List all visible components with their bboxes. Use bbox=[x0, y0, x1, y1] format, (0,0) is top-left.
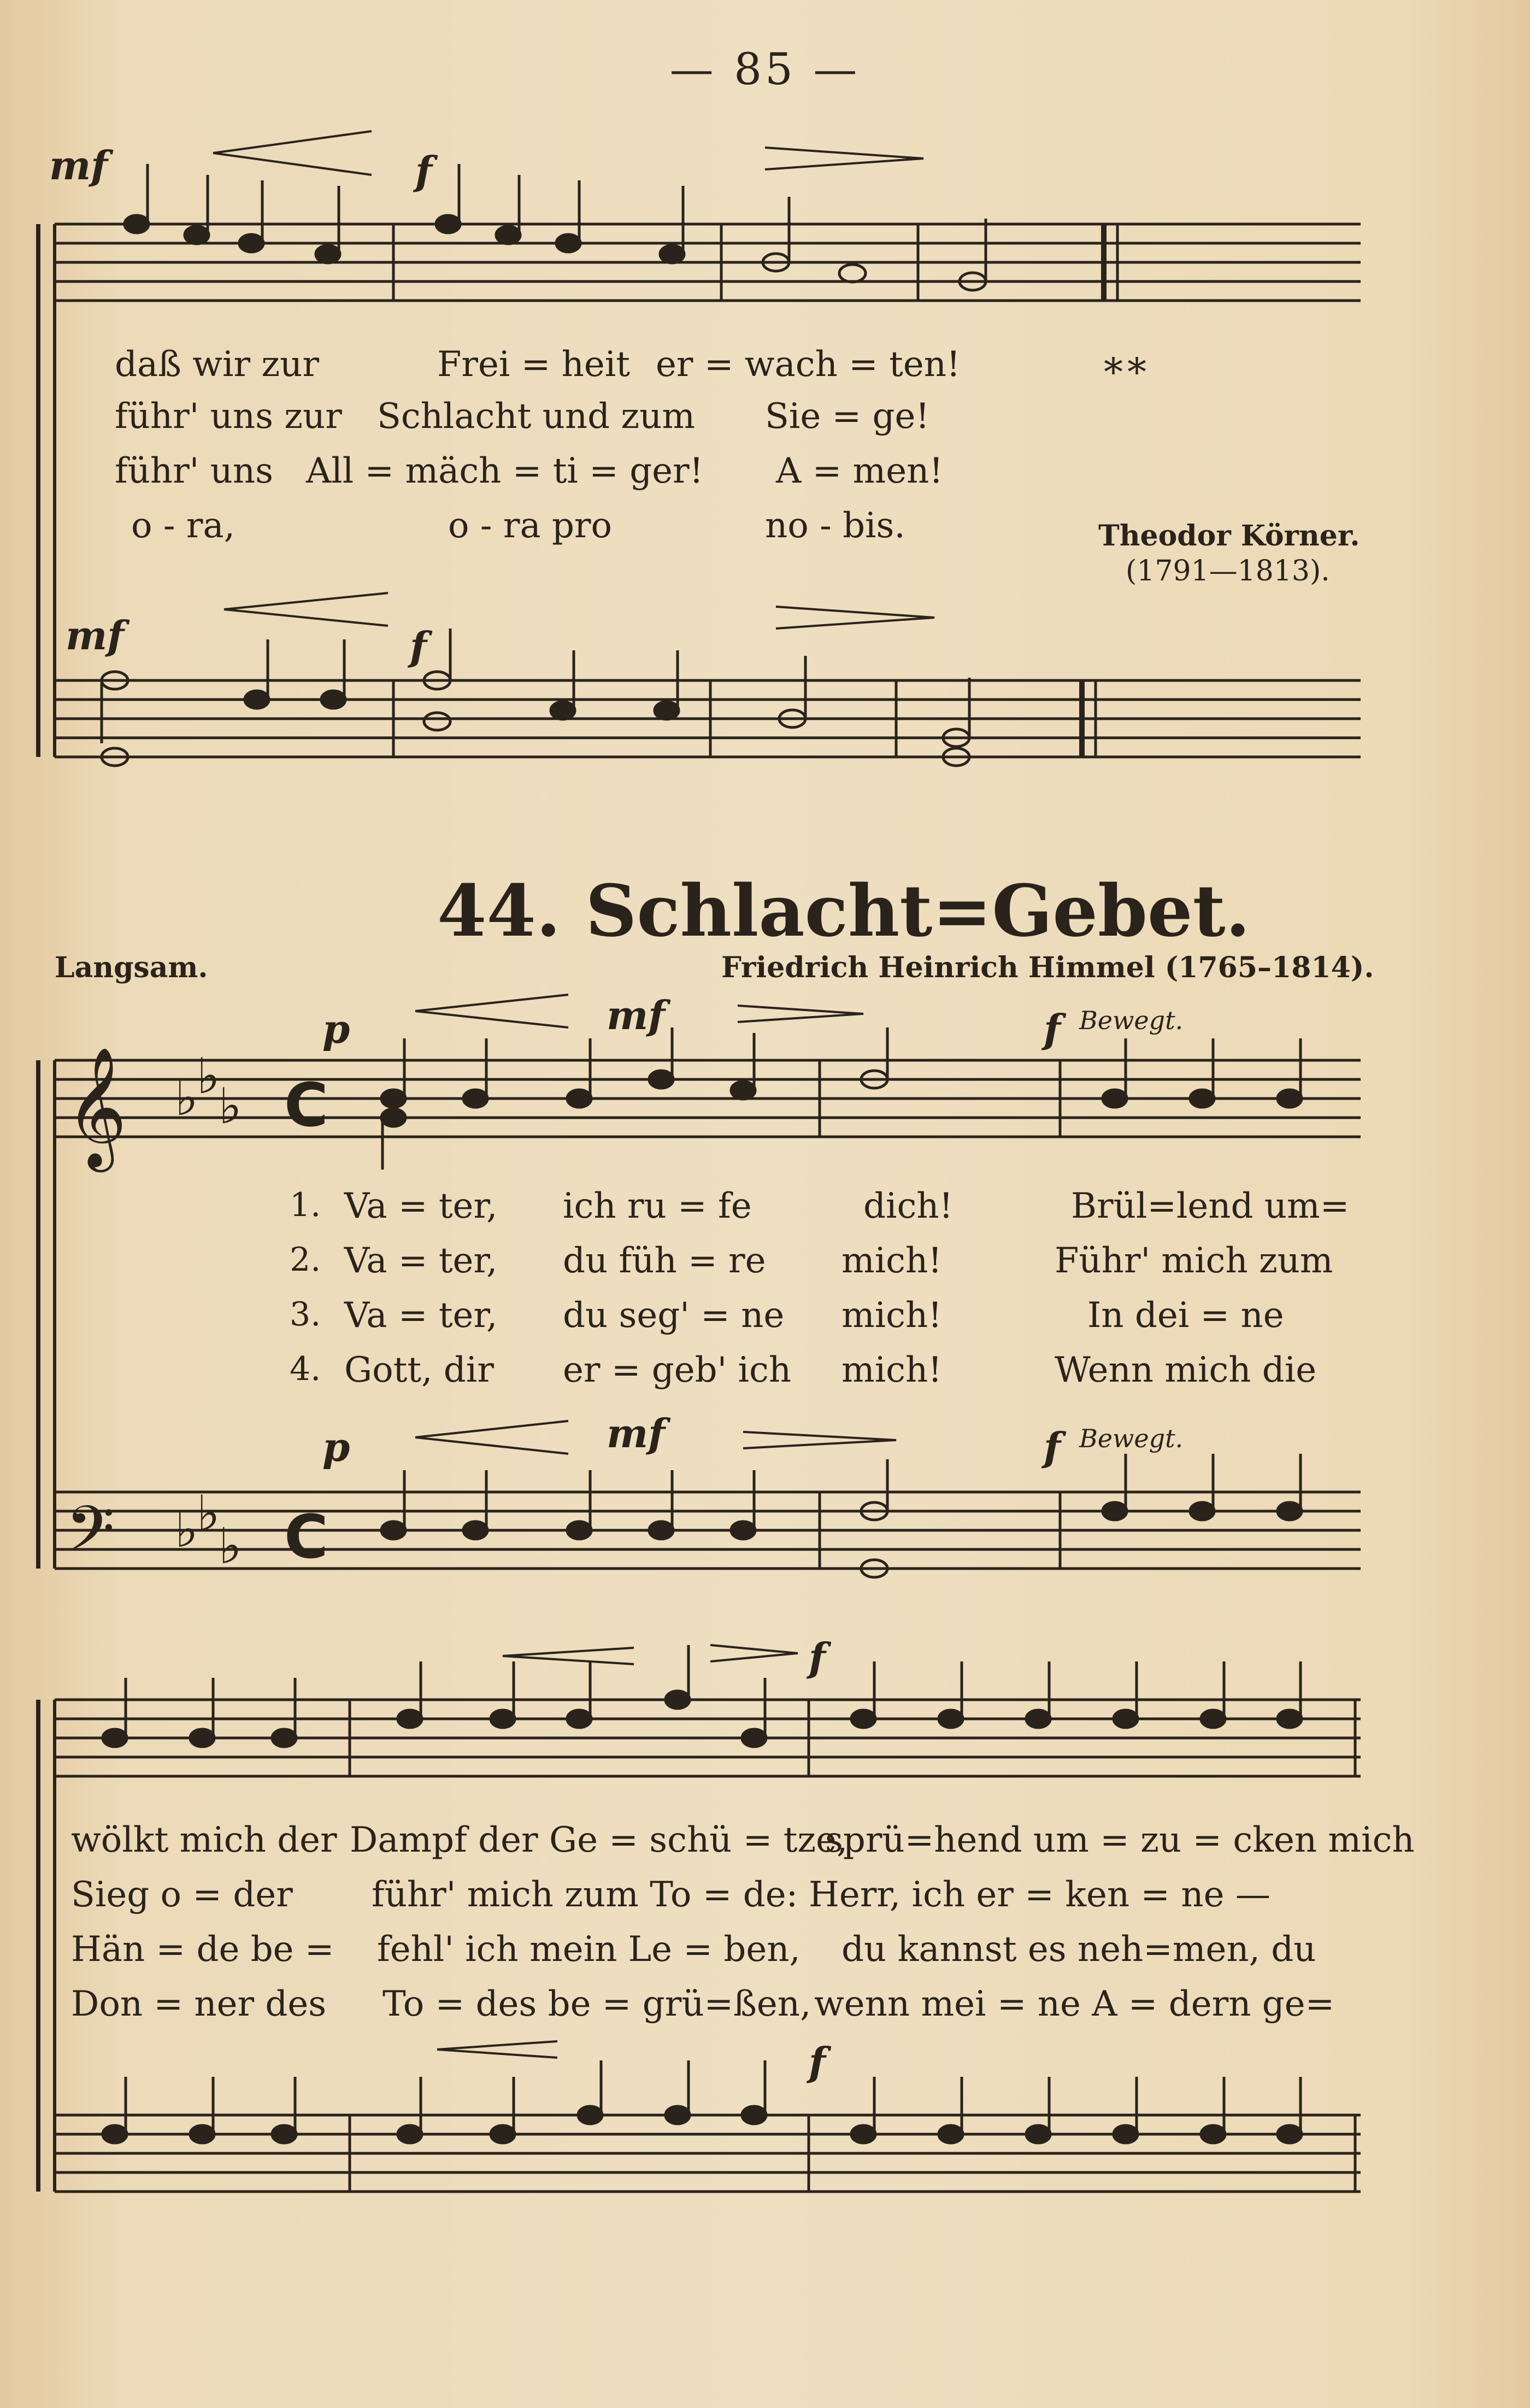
s2-lyric-4b: To = des be = grü=ßen, bbox=[382, 1984, 811, 2024]
svg-text:♭: ♭ bbox=[197, 1485, 220, 1542]
prev-lyric-3c: A = men! bbox=[776, 451, 944, 491]
staff-lines-s2-upper bbox=[55, 1700, 1361, 1776]
staff-lines-s1-upper bbox=[55, 1060, 1361, 1137]
dynamic-mf-prev-upper: mf bbox=[49, 142, 108, 189]
verse-number-4: 4. bbox=[290, 1350, 321, 1388]
song-title-text: Schlacht=Gebet. bbox=[585, 869, 1250, 953]
s2-lyric-1c: sprü=hend um = zu = cken mich bbox=[825, 1820, 1415, 1860]
s1-lyric-3a: Va = ter, bbox=[344, 1295, 498, 1336]
dynamic-f-s2-upper: f bbox=[809, 1634, 826, 1681]
svg-text:♭: ♭ bbox=[197, 1048, 220, 1105]
s1-lyric-1d: Brül=lend um= bbox=[1071, 1186, 1350, 1226]
staff-lines-s1-lower bbox=[55, 1492, 1361, 1569]
s1-lyric-1b: ich ru = fe bbox=[563, 1186, 752, 1226]
s1-lyric-1a: Va = ter, bbox=[344, 1186, 498, 1226]
s1-lyric-1c: dich! bbox=[863, 1186, 954, 1226]
stars-marker: ** bbox=[1104, 350, 1151, 395]
prev-lyric-4b: o - ra pro bbox=[448, 506, 613, 546]
dynamic-f-upper: f bbox=[1044, 1006, 1061, 1052]
dynamic-f-prev-upper: f bbox=[415, 148, 432, 194]
prev-lyric-1c: er = wach = ten! bbox=[656, 344, 961, 385]
prev-lyric-3b: All = mäch = ti = ger! bbox=[306, 451, 704, 491]
svg-text:♭: ♭ bbox=[219, 1078, 242, 1135]
s1-lyric-4c: mich! bbox=[841, 1350, 942, 1390]
s1-lyric-2d: Führ' mich zum bbox=[1055, 1241, 1333, 1281]
prev-lyric-1a: daß wir zur bbox=[115, 344, 319, 385]
s2-lyric-4a: Don = ner des bbox=[71, 1984, 327, 2024]
tempo-marking: Langsam. bbox=[55, 951, 208, 984]
prev-lyric-2a: führ' uns zur bbox=[115, 396, 342, 437]
svg-text:♭: ♭ bbox=[175, 1070, 198, 1127]
dynamic-mf-prev-lower: mf bbox=[66, 612, 125, 659]
prev-lyric-3a: führ' uns bbox=[115, 451, 273, 491]
s1-lyric-2c: mich! bbox=[841, 1241, 942, 1281]
s2-lyric-1a: wölkt mich der bbox=[71, 1820, 337, 1860]
dynamic-p-lower: p bbox=[322, 1424, 350, 1470]
verse-number-2: 2. bbox=[290, 1241, 321, 1279]
s1-lyric-3b: du seg' = ne bbox=[563, 1295, 785, 1336]
tempo-bewegt-lower: Bewegt. bbox=[1079, 1424, 1184, 1453]
composer: Friedrich Heinrich Himmel (1765–1814). bbox=[721, 951, 1374, 984]
dynamic-mf-lower: mf bbox=[607, 1410, 666, 1456]
s2-lyric-2a: Sieg o = der bbox=[71, 1875, 293, 1915]
svg-text:C: C bbox=[284, 1070, 328, 1140]
verse-number-3: 3. bbox=[290, 1295, 321, 1334]
dynamic-f-prev-lower: f bbox=[410, 623, 427, 669]
song-title bbox=[437, 869, 1250, 953]
tempo-bewegt-upper: Bewegt. bbox=[1079, 1006, 1184, 1035]
s1-lyric-4d: Wenn mich die bbox=[1055, 1350, 1317, 1390]
s2-lyric-2b: führ' mich zum To = de: bbox=[372, 1875, 798, 1915]
page-number: — 85 — bbox=[669, 44, 861, 95]
s1-lyric-4b: er = geb' ich bbox=[563, 1350, 792, 1390]
s1-lyric-2a: Va = ter, bbox=[344, 1241, 498, 1281]
svg-text:C: C bbox=[284, 1502, 328, 1572]
prev-lyric-2b: Schlacht und zum bbox=[377, 396, 696, 437]
s2-lyric-1b: Dampf der Ge = schü = tze, bbox=[350, 1820, 848, 1860]
prev-lyric-1b: Frei = heit bbox=[437, 344, 630, 385]
author-name: Theodor Körner. bbox=[1098, 519, 1360, 553]
svg-text:𝄞: 𝄞 bbox=[66, 1046, 127, 1167]
prev-lyric-4c: no - bis. bbox=[765, 506, 905, 546]
svg-text:𝄢: 𝄢 bbox=[66, 1493, 115, 1582]
dynamic-f-lower: f bbox=[1044, 1424, 1061, 1470]
s1-lyric-3d: In dei = ne bbox=[1087, 1295, 1284, 1336]
staff-lines-s2-lower bbox=[55, 2115, 1361, 2192]
verse-number-1: 1. bbox=[290, 1186, 321, 1224]
prev-lyric-2c: Sie = ge! bbox=[765, 396, 930, 437]
prev-lyric-4a: o - ra, bbox=[131, 506, 235, 546]
dynamic-p-upper: p bbox=[322, 1006, 350, 1052]
s1-lyric-2b: du füh = re bbox=[563, 1241, 766, 1281]
song-number: 44. bbox=[437, 869, 561, 953]
s2-lyric-4c: wenn mei = ne A = dern ge= bbox=[814, 1984, 1335, 2024]
s2-lyric-3c: du kannst es neh=men, du bbox=[841, 1929, 1316, 1970]
dynamic-f-s2-lower: f bbox=[809, 2039, 826, 2085]
svg-text:♭: ♭ bbox=[219, 1518, 242, 1575]
s2-lyric-3a: Hän = de be = bbox=[71, 1929, 334, 1970]
dynamic-mf-upper: mf bbox=[607, 992, 666, 1038]
s1-lyric-3c: mich! bbox=[841, 1295, 942, 1336]
svg-text:♭: ♭ bbox=[175, 1501, 198, 1559]
s2-lyric-2c: Herr, ich er = ken = ne — bbox=[809, 1875, 1270, 1915]
s2-lyric-3b: fehl' ich mein Le = ben, bbox=[377, 1929, 801, 1970]
s1-lyric-4a: Gott, dir bbox=[344, 1350, 494, 1390]
author-years: (1791—1813). bbox=[1126, 555, 1330, 588]
